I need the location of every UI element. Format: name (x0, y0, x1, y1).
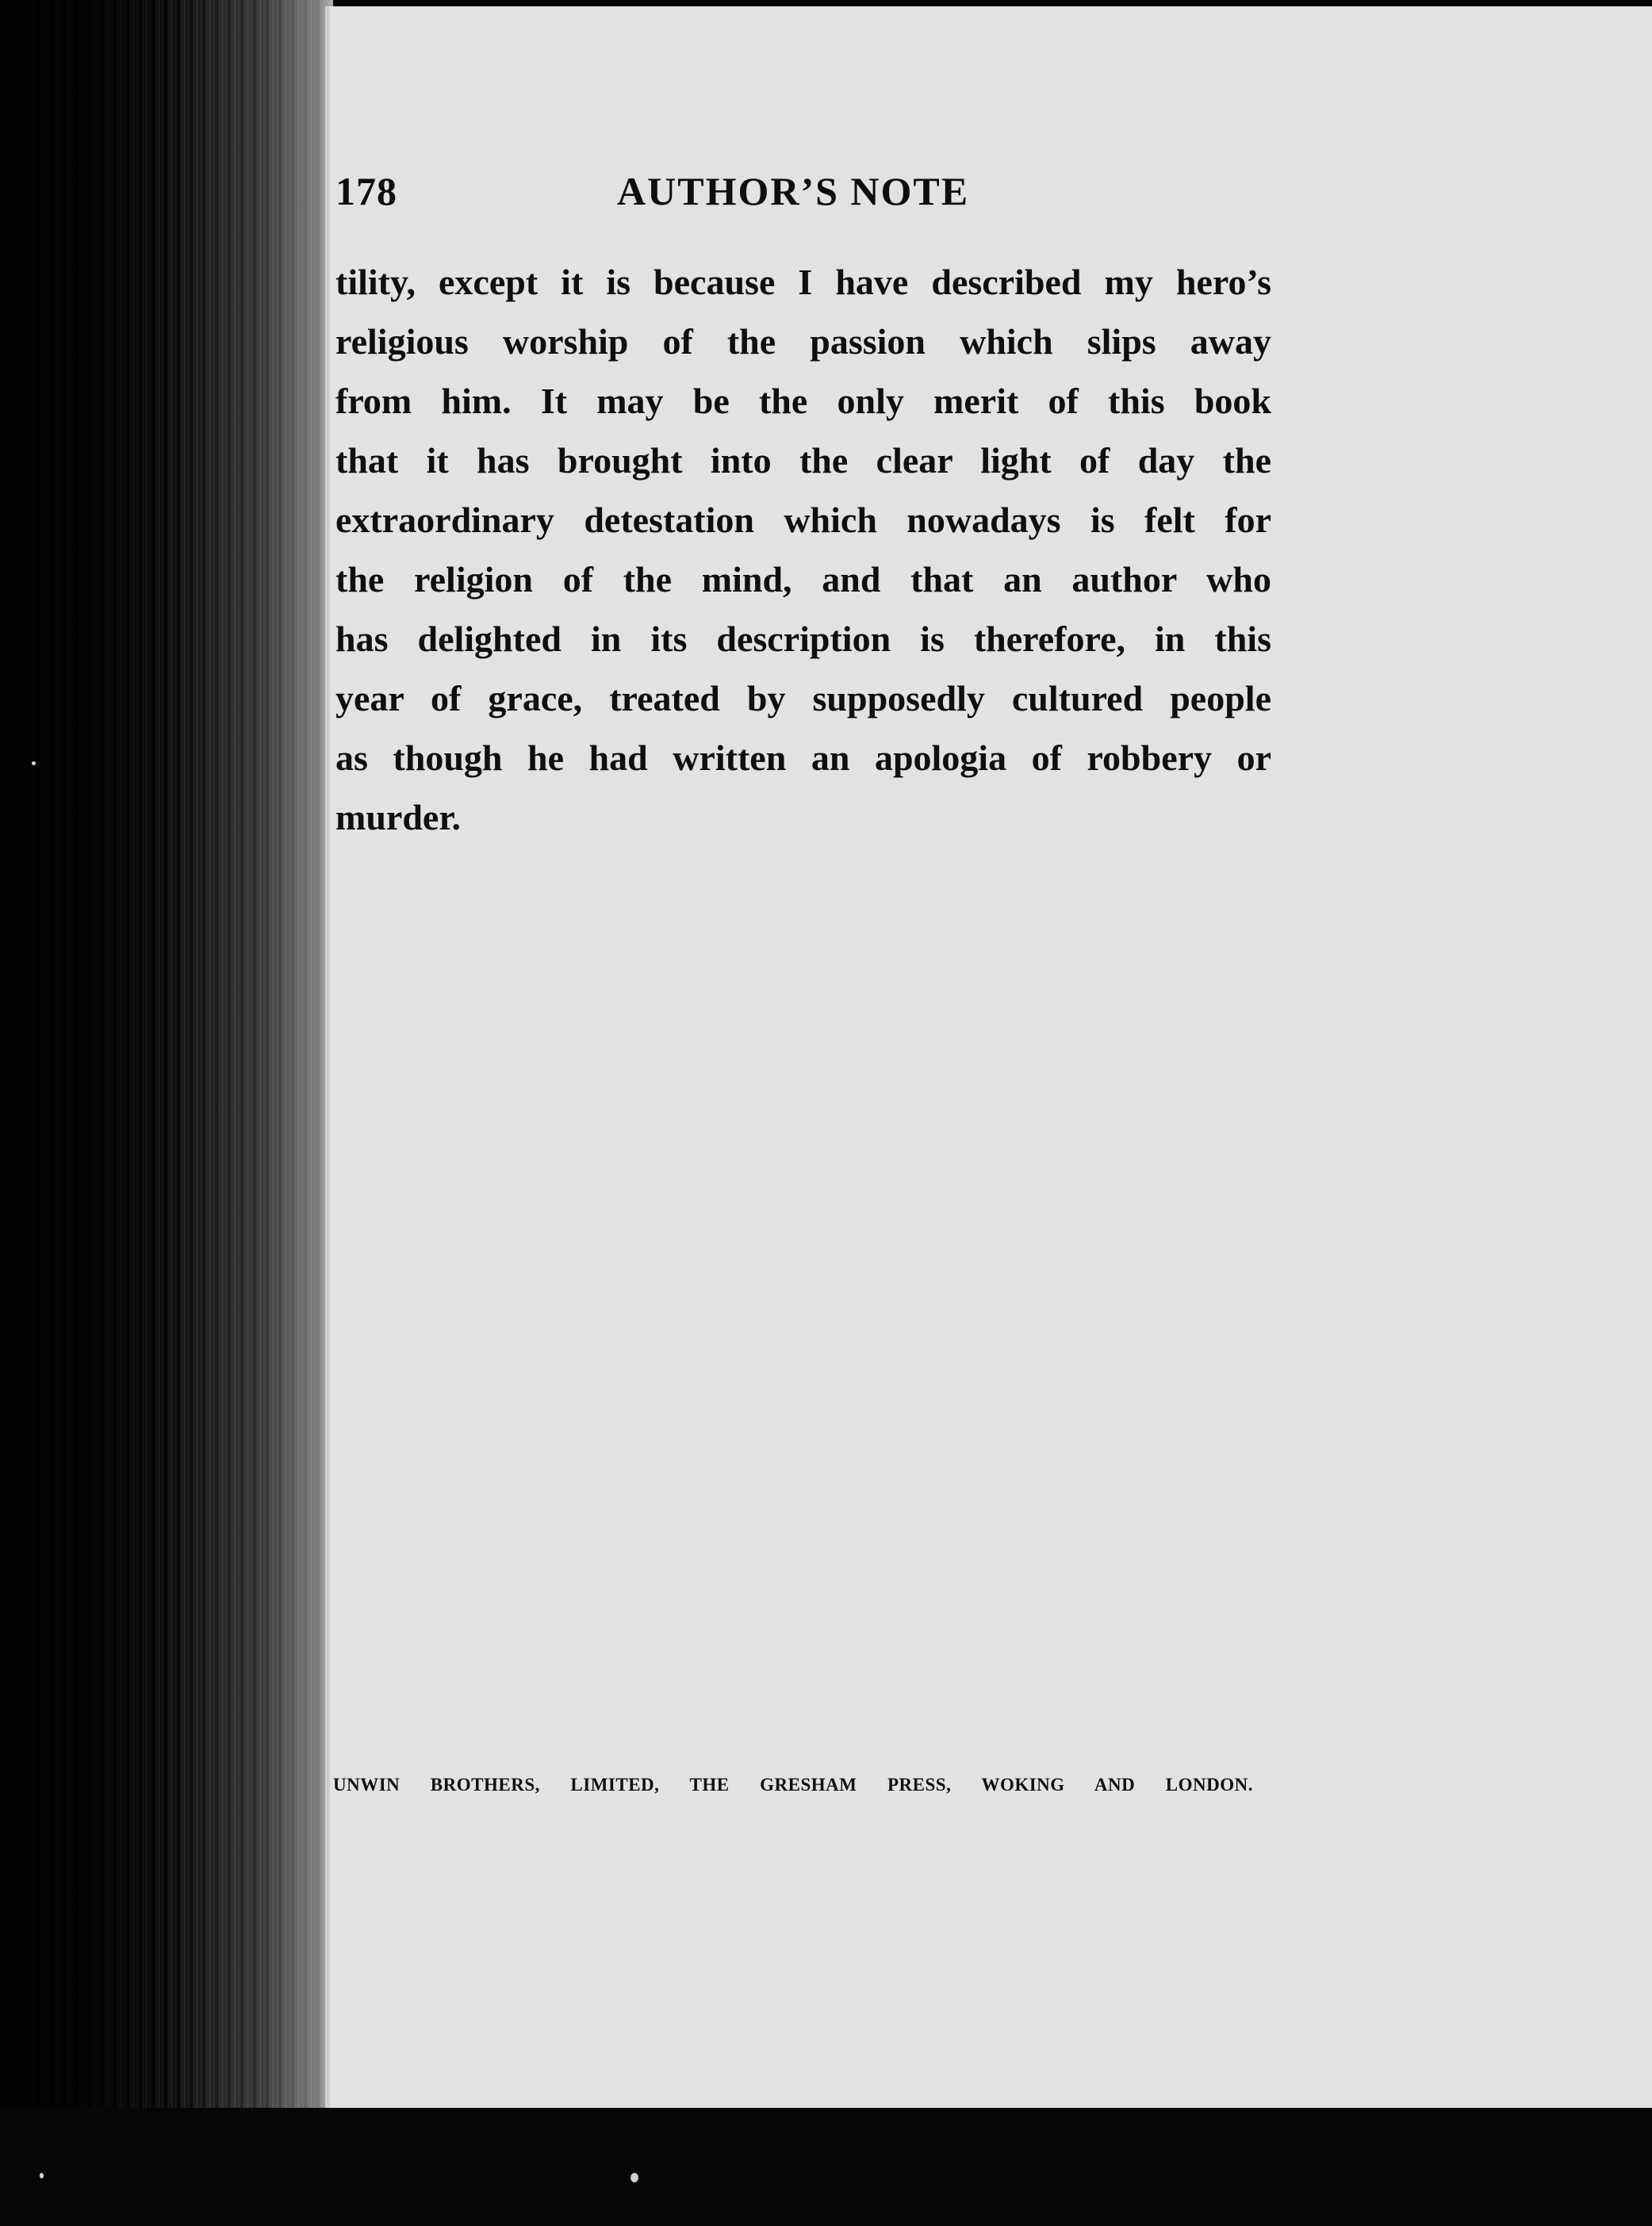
text-line: from him. It may be the only merit of this book (335, 381, 1271, 421)
text-line: has delighted in its description is therefore, in this (335, 619, 1271, 659)
text-line: extraordinary detestation which nowadays is felt for (335, 500, 1271, 540)
text-line: religious worship of the passion which slips away (335, 321, 1271, 362)
text-line: tility, except it is because I have described my hero’s (335, 262, 1271, 302)
page-header (335, 168, 1208, 216)
printer-imprint: UNWIN BROTHERS, LIMITED, THE GRESHAM PRESS, WOKING AND LONDON. (333, 1775, 1253, 1795)
text-line: the religion of the mind, and that an author who (335, 559, 1271, 600)
scan-background (0, 2108, 1652, 2226)
scan-speck (631, 2173, 638, 2182)
scan-speck (40, 2173, 44, 2178)
body-text (335, 252, 1271, 847)
text-line: as though he had written an apologia of robbery or (335, 738, 1271, 778)
book-edge (0, 0, 333, 2226)
running-head: AUTHOR’S NOTE (617, 169, 970, 213)
page-number: 178 (335, 169, 397, 213)
text-line: that it has brought into the clear light of day the (335, 440, 1271, 481)
text-line: year of grace, treated by supposedly cultured people (335, 678, 1271, 718)
scan-speck (32, 761, 36, 765)
text-line: murder. (335, 797, 462, 837)
